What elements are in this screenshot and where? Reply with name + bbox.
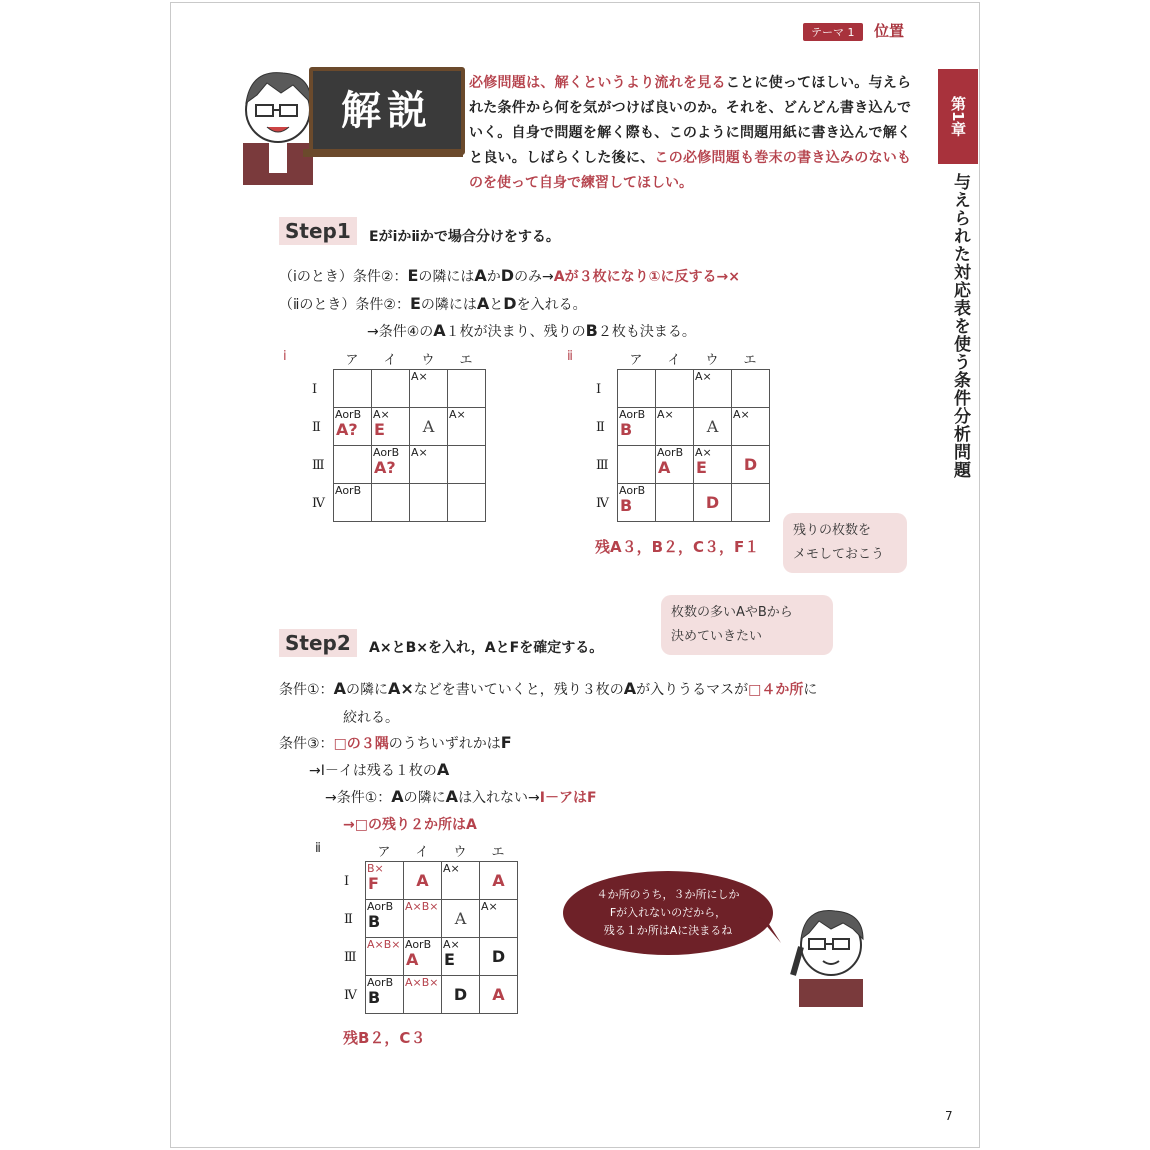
grid-row [366,862,518,900]
grid-cell [410,408,448,446]
cell-value: A [454,909,467,928]
cell-value: A [492,871,505,890]
cell-value: D [453,985,468,1004]
grid-cell [656,484,694,522]
step2-line-3: →Ⅰ－イは残る１枚のA [309,760,450,779]
intro-highlight-2: この必修問題も巻末の書き込みのないものを使って自身で練習してほしい。 [469,150,912,191]
grid-row [334,370,486,408]
grid-i-label: ⅰ [283,349,287,364]
grid-cell [480,938,518,976]
step1-description: Eがⅰかⅱかで場合分けをする。 [369,229,560,245]
step2-cond-1-cont: 絞れる。 [343,710,399,726]
step2-description: A×とB×を入れ，AとFを確定する。 [369,640,604,656]
grid-row [618,408,770,446]
speech-bubble-tail [759,917,781,947]
grid-cell [442,938,480,976]
cell-note: A×B× [367,938,401,951]
grid-row [366,938,518,976]
grid-row [334,484,486,522]
grid-cell [334,370,372,408]
grid-cell [366,862,404,900]
cell-value: E [374,420,385,439]
cell-value: A [706,417,719,436]
grid-cell [480,900,518,938]
grid-cell [410,484,448,522]
grid-cell [448,370,486,408]
grid-cell [732,370,770,408]
cell-value: A [406,950,419,969]
cell-value: B [368,912,381,931]
grid-cell [404,862,442,900]
cell-value: E [696,458,707,477]
grid-cell [448,446,486,484]
step1-case-ii-cont: →条件④のA１枚が決まり、残りのB２枚も決まる。 [367,321,696,340]
step2-remaining: 残B２，C３ [343,1029,426,1047]
grid-cell [656,408,694,446]
step1-badge: Step1 [279,217,357,245]
grid-cell [618,484,656,522]
grid-row [334,408,486,446]
cell-note: AorB [335,484,362,497]
cell-value: B [620,496,633,515]
hint-bubble [661,595,833,655]
cell-note: A× [695,446,712,459]
cell-note: A× [481,900,498,913]
intro-paragraph [469,71,911,196]
cell-value: A [422,417,435,436]
grid-cell [366,900,404,938]
hint-line-1: 枚数の多いAやBから [671,605,793,620]
grid-cell [372,446,410,484]
grid-cell [372,370,410,408]
cell-note: A× [733,408,750,421]
grid-cell [404,900,442,938]
grid-cell [366,938,404,976]
cell-note: AorB [405,938,432,951]
speech-line-2: Fが入れないのだから， [609,906,727,919]
cell-note: AorB [373,446,400,459]
cell-note: AorB [619,408,646,421]
cell-note: AorB [367,900,394,913]
cell-value: A [658,458,671,477]
grid-cell [732,446,770,484]
hint-line-2: 決めていきたい [671,629,763,644]
grid-cell [694,484,732,522]
grid-cell [656,370,694,408]
grid-row [334,446,486,484]
grid-cell [334,484,372,522]
grid-cell [410,370,448,408]
grid-cell [410,446,448,484]
grid-row [618,484,770,522]
teacher-thinking-illustration [779,895,883,1007]
step1-case-i: （ⅰのとき）条件②：Eの隣にはAかDのみ→Aが３枚になり①に反する→× [279,266,740,285]
grid-row [618,446,770,484]
grid-cell [442,862,480,900]
cell-note: AorB [335,408,362,421]
cell-value: A [492,985,505,1004]
theme-tag: テーマ 1 [803,23,863,41]
grid-cell [448,408,486,446]
grid-cell [694,370,732,408]
theme-title: 位置 [874,22,905,40]
grid-ii [617,369,770,522]
grid-cell [372,484,410,522]
chapter-title: 与えられた対応表を使う条件分析問題 [950,173,970,479]
cell-note: A× [373,408,390,421]
grid-row [366,900,518,938]
cell-note: AorB [657,446,684,459]
grid-cell [404,976,442,1014]
grid-cell [732,484,770,522]
memo-line-1: 残りの枚数を [793,523,872,538]
page-number: 7 [945,1109,953,1123]
grid-step2 [365,861,518,1014]
speech-line-1: ４か所のうち，３か所にしか [596,888,740,901]
grid-cell [366,976,404,1014]
cell-value: A? [336,420,358,439]
cell-value: D [491,947,506,966]
cell-note: B× [367,862,384,875]
cell-note: A× [411,446,428,459]
cell-value: D [705,493,720,512]
grid-ii-label: ⅱ [567,349,573,364]
cell-note: A× [695,370,712,383]
grid-cell [334,446,372,484]
book-page: テーマ 1 位置 第1章 与えられた対応表を使う条件分析問題 解説 必修問題は、解くというより流れを見ることに使ってほしい。与えられた条件から何を気がつけば良いのか。それを、どんどん書き込んでいく。自身で問題を解く際も、このように問題用紙に書き込んで解くと良い。しばらくした後に、この必修問題も巻末の書き込みのないものを使って自身で練習してほしい。 Step1 Eがⅰかⅱかで場合分けをする。 （ⅰのとき）条件②：Eの隣にはAかDのみ→Aが３枚になり①に反する→× （ⅱのとき）条件②：Eの隣にはAとDを入れる。 →条件④のA１枚が決まり、残りのB２枚も決まる。 ⅰ ア イ ウ エ Ⅰ Ⅱ Ⅲ Ⅳ A× AorB A? A× E A A× AorB A? A× AorB ⅱ ア イ ウ エ Ⅰ Ⅱ Ⅲ Ⅳ A× AorB B A× A A× AorB A A× E D AorB B D 残A３，B２，C３，F１ 残りの枚数を メモしておこう 枚数の多いAやBから 決めていきたい Step2 A×とB×を入れ，AとFを確定する。 条件①：Aの隣にA×などを書いていくと，残り３枚のAが入りうるマスが□４か所に 絞れる。 条件③：□の３隅のうちいずれかはF →Ⅰ－イは残る１枚のA →条件①：Aの隣にAは入れない→Ⅰ－アはF →□の残り２か所はA ⅱ ア イ ウ エ Ⅰ Ⅱ Ⅲ Ⅳ B× F A A× A AorB B A×B× A A× A×B× AorB A A× E D AorB B A×B× D A 残B２，C３ ４か所のうち，３か所にしか Fが入れないのだから， 残る１か所はAに決まるね 7 [170,2,980,1148]
cell-note: AorB [367,976,394,989]
grid-i [333,369,486,522]
step2-cond-3: 条件③：□の３隅のうちいずれかはF [279,733,512,752]
intro-text: ことに使ってほしい。与えられた条件から何を気がつけば良いのか。それを、どんどん書き込んでいく。自身で問題を解く際も、このように問題用紙に書き込んで解くと良い。しばらくした後に、 [469,75,912,166]
cell-note: A× [411,370,428,383]
grid-cell [656,446,694,484]
cell-note: AorB [619,484,646,497]
grid-cell [694,446,732,484]
cell-value: B [620,420,633,439]
memo-line-2: メモしておこう [793,547,885,562]
memo-bubble [783,513,907,573]
grid-cell [732,408,770,446]
cell-value: E [444,950,455,969]
step1-case-ii: （ⅱのとき）条件②：Eの隣にはAとDを入れる。 [279,294,587,313]
cell-note: A× [657,408,674,421]
cell-note: A×B× [405,976,439,989]
grid-cell [618,446,656,484]
grid-cell [404,938,442,976]
step2-line-4: →条件①：Aの隣にAは入れない→Ⅰ－アはF [325,787,597,806]
grid-cell [480,976,518,1014]
grid-cell [618,408,656,446]
cell-note: A×B× [405,900,439,913]
grid-row [618,370,770,408]
step2-cond-1: 条件①：Aの隣にA×などを書いていくと，残り３枚のAが入りうるマスが□４か所に [279,679,818,698]
cell-value: A [416,871,429,890]
cell-value: F [368,874,379,893]
grid-cell [618,370,656,408]
chapter-tab: 第1章 [938,69,978,164]
grid-cell [334,408,372,446]
cell-note: A× [449,408,466,421]
cell-value: D [743,455,758,474]
speech-bubble [563,871,773,955]
grid-cell [442,976,480,1014]
step2-badge: Step2 [279,629,357,657]
grid-cell [448,484,486,522]
step1-remaining: 残A３，B２，C３，F１ [595,538,760,556]
speech-line-3: 残る１か所はAに決まるね [603,924,733,937]
grid-s2-label: ⅱ [315,841,321,856]
cell-value: B [368,988,381,1007]
cell-value: A? [374,458,396,477]
step2-line-5: →□の残り２か所はA [343,817,477,833]
chalkboard: 解説 [309,67,465,155]
chalkboard-ledge [303,149,463,157]
grid-cell [442,900,480,938]
grid-cell [694,408,732,446]
grid-row [366,976,518,1014]
cell-note: A× [443,862,460,875]
cell-note: A× [443,938,460,951]
grid-cell [480,862,518,900]
intro-highlight: 必修問題は、解くというより流れを見る [469,75,726,91]
grid-cell [372,408,410,446]
